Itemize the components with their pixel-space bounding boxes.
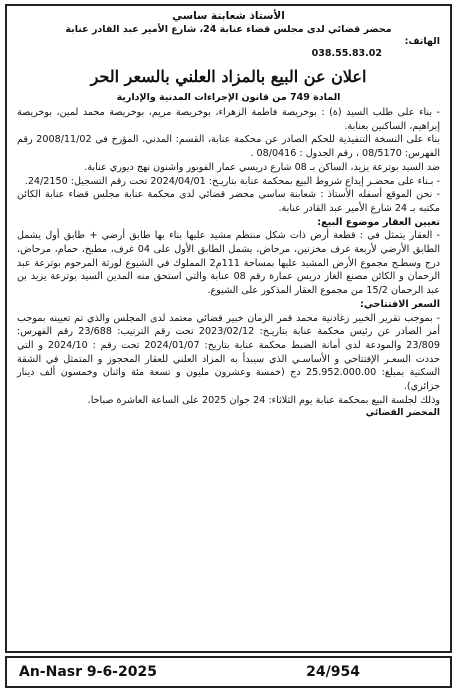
paragraph-debtor: ضد السيد بوترعة يزيد، الساكن بـ 08 شارع دريسي عمار الفوبور واشنون نهج ديوري عنابة. [84,161,440,173]
phone-label: الهاتف: [404,36,440,47]
paragraph-price: - بموجب تقرير الخبير زغادنية محمد قمر الزمان خبير قضائي معتمد لدى المجلس والذي تم تعيينه بموجب أمر الصادر عن رئيس محكمة عنابة بتاريـخ: 2023/02/12 تحت رقم الترتيب: 23/688 رقم الفهرس: 23/809 والمودعة لدى أمانة الضبط محكمة عنابة بتاريخ: 2024/01/07 تحت رقم : 2024/10 و التي حددت السعـر الإفتتاحي و الأساسـي الذي سيبدأ به المزاد العلني للعقار المحجوز و المتمثل في الشقة السكنية بمبلغ: 25.952.000.00 دج (خمسة وعشرون مليون و تسعة مئة واثنان وخمسون ألف دينار جزائري). [17,312,440,393]
paragraph-property: - العقار يتمثل في : قطعة أرض ذات شكل منتظم مشيد عليها بناء بها طابق أرضي + طابق أول يشمل الطابق الأرضي لأربعة غرف مخزنين، مرحاض، يشمل الطابق الأول على 04 غرف، مطبخ، حمام، مرحاض، درج وسطـح مجموع الأرض المشيد عليها بمساحة 111م2 المملوك في الشيوع لورثة المرحوم بوترعة عبد الرحمان و الكائن مصنع الغاز دريس عمارة رقم 08 عنابة والتي استحق منه المدين السيد بوترعة يزيد بن عبد الرحمان 15/2 من مجموع العقار المذكور على الشيوع. [17,230,440,297]
bailiff-address: محضر قضائي لدى مجلس قضاء عنابة 24، شارع الأمير عبد القادر عنابة [65,24,392,35]
legal-notice [5,4,452,653]
publication-date: An-Nasr 9-6-2025 [19,664,157,680]
heading-price: السعر الافتتاحي: [360,298,440,310]
paragraph-requesters: - بناء على طلب السيد (ة) : بوخريصة فاطمة الزهراء، بوخريصة مريم، بوخريصة محمد لمين، بوخريصة إبراهيم، الساكنين بعنابة. [17,107,440,132]
publication-footer [5,656,452,688]
paragraph-bailiff: - نحن الموقع أسفله الأستاذ : شعابنة ساسي محضر قضائي لدى محكمة عنابة مجلس قضاء عنابة الكائن مكتبه بـ 24 شارع الأمير عبد القادر عنابة. [17,189,440,214]
paragraph-deposit: - بـناء على محضـر إيداع شروط البيع بمحكمة عنابة بتاريـخ: 2024/04/01 تحت رقم التسجيل: 24/2150. [24,175,440,187]
notice-subtitle: المادة 749 من قانون الإجراءات المدنية والإدارية [116,92,341,103]
reference-number: 24/954 [306,664,360,680]
bailiff-name: الأستاذ شعابنة ساسي [172,10,285,22]
notice-title: اعلان عن البيع بالمزاد العلني بالسعر الحر [90,67,367,86]
heading-property: تعيين العقار موضوع البيع: [317,216,440,228]
phone-number: 038.55.83.02 [311,48,382,59]
paragraph-judgment: بناء على النسخة التنفيذية للحكم الصادر عن محكمة عنابة، القسم: المدني، المؤرخ في 2008/11/02 رقم الفهرس: 08/5170 ، رقم الجدول : 08/0416 . [17,134,440,160]
signature: المحضر القضائي [365,408,440,419]
paragraph-session: وذلك لجلسة البيع بمحكمة عنابة يوم الثلاثاء: 24 جوان 2025 على الساعة العاشرة صباحا. [87,394,440,406]
